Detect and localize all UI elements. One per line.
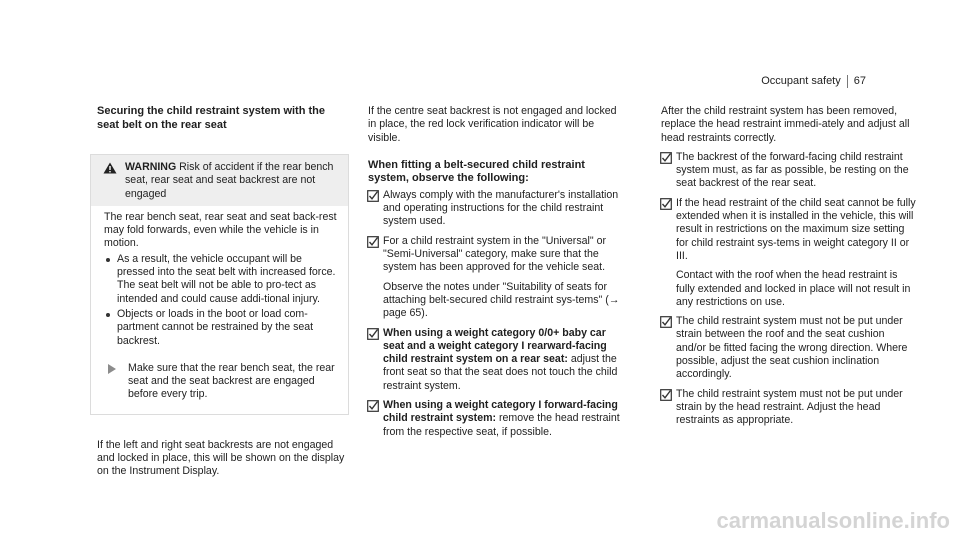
section-title: Occupant safety: [761, 75, 841, 87]
item-text: The backrest of the forward-facing child restraint system must, as far as possible, be resting on the seat backrest of the rear seat.: [676, 150, 909, 190]
subsection-heading: When fitting a belt-secured child restraint system, observe the following:: [368, 158, 585, 185]
column-right: [661, 105, 916, 428]
checklist-item: [661, 197, 916, 309]
bullet-dot-icon: [106, 258, 110, 262]
item-bold-lead: When using a weight category 0/0+ baby car seat and a weight category I rearward-facing child restraint system on a rear seat:: [383, 326, 607, 366]
bullet-text: As a result, the vehicle occupant will be pressed into the seat belt with increased force. The seat belt will not be able to pro-tect as intended and could cause addi-tional injury.: [117, 252, 336, 305]
checklist-item: [661, 315, 916, 381]
bullet-dot-icon: [106, 313, 110, 317]
checkbox-checked-icon: [367, 190, 379, 202]
item-text: remove the head restraint from the respective seat, if possible.: [383, 412, 620, 438]
warning-box: [90, 154, 349, 415]
item-text: Always comply with the manufacturer's installation and operating instructions for the child restraint system used.: [383, 188, 619, 228]
item-text: The child restraint system must not be put under strain by the head restraint. Adjust the head restraints as appropriate.: [676, 387, 903, 427]
section-heading: Securing the child restraint system with the seat belt on the rear seat: [97, 105, 325, 131]
checklist-item: [661, 151, 916, 191]
checkbox-checked-icon: [367, 400, 379, 412]
warning-header: [91, 155, 348, 206]
page-header: [761, 75, 866, 88]
checkbox-checked-icon: [367, 236, 379, 248]
item-text: adjust the front seat so that the seat does not touch the child restraint system.: [383, 353, 618, 392]
checklist-item: [661, 388, 916, 428]
item-text: The child restraint system must not be put under strain between the roof and the seat cushion and/or be fitted facing the wrong direction. Where possible, adjust the seat cushion inclination accordingly.: [676, 315, 908, 381]
item-note: Observe the notes under "Suitability of seats for attaching belt-secured child restraint sys-tems" (→ page 65).: [383, 280, 620, 320]
item-text: For a child restraint system in the "Universal" or "Semi-Universal" category, make sure that the system has been approved for the vehicle seat.: [383, 234, 607, 274]
checkbox-checked-icon: [367, 328, 379, 340]
checklist-item: [368, 189, 620, 229]
watermark: carmanualsonline.info: [716, 507, 950, 533]
item-note: Contact with the roof when the head restraint is fully extended and locked in place will not result in any restrictions on use.: [676, 269, 911, 308]
checklist-item: [368, 235, 620, 321]
checkbox-checked-icon: [660, 389, 672, 401]
warning-label: WARNING: [125, 161, 177, 173]
paragraph: After the child restraint system has been removed, replace the head restraint immedi-ately and adjust all head restraints correctly.: [661, 105, 910, 144]
warning-instruction: [104, 362, 338, 402]
warning-bullet: [104, 253, 338, 306]
column-middle: [368, 105, 620, 439]
checklist-item: [368, 327, 620, 393]
checklist-item: [368, 399, 620, 439]
paragraph: If the left and right seat backrests are not engaged and locked in place, this will be shown on the display on the Instrument Display.: [97, 438, 345, 478]
warning-title: Risk of accident if the rear bench seat, rear seat and seat backrest are not engaged: [125, 161, 334, 200]
instruction-arrow-icon: [108, 364, 116, 374]
instruction-text: Make sure that the rear bench seat, the rear seat and the seat backrest are engaged before every trip.: [128, 361, 335, 401]
bullet-text: Objects or loads in the boot or load com-partment cannot be restrained by the seat backrest.: [117, 307, 314, 347]
checkbox-checked-icon: [660, 152, 672, 164]
warning-bullet: [104, 308, 338, 348]
checkbox-checked-icon: [660, 316, 672, 328]
paragraph: If the centre seat backrest is not engaged and locked in place, the red lock verification indicator will be visible.: [368, 105, 617, 144]
checkbox-checked-icon: [660, 198, 672, 210]
warning-intro: The rear bench seat, rear seat and seat back-rest may fold forwards, even while the vehicle is in motion.: [104, 210, 337, 250]
page-number: 67: [847, 75, 866, 88]
warning-triangle-icon: [103, 162, 117, 174]
column-left: [97, 105, 349, 479]
item-bold-lead: When using a weight category I forward-facing child restraint system:: [383, 399, 618, 425]
item-text: If the head restraint of the child seat cannot be fully extended when it is installed in the vehicle, this will result in restrictions on the maximum size setting for child restraint sys-tems in weight category II or III.: [676, 196, 916, 262]
warning-body: [91, 206, 348, 414]
